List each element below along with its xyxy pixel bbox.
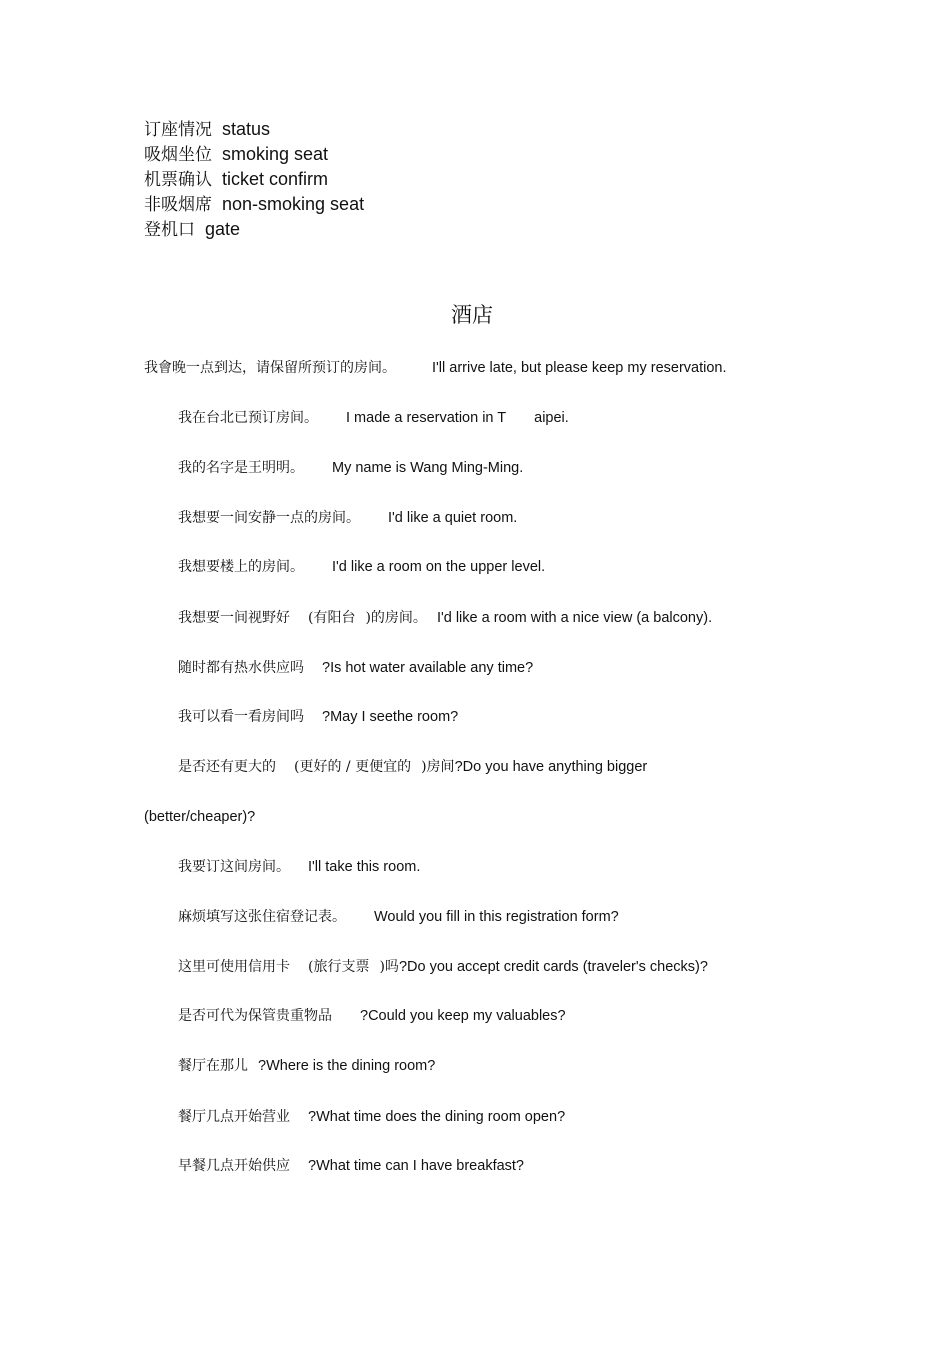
phrase-english-part: I made a reservation in T — [346, 410, 507, 426]
phrase-chinese: 我會晚一点到达，请保留所预订的房间。 — [144, 360, 396, 376]
phrase-english: Would you fill in this registration form? — [374, 909, 619, 925]
vocab-chinese: 机票确认 — [144, 170, 212, 190]
phrase-english-part: aipei. — [534, 410, 569, 426]
phrase-chinese-part: (有阳台 — [308, 610, 356, 626]
phrase-english: ?Could you keep my valuables? — [360, 1008, 566, 1024]
phrase-line — [178, 1156, 524, 1176]
phrase-chinese: 我想要一间安静一点的房间。 — [178, 510, 360, 526]
phrase-line — [178, 1107, 565, 1127]
vocab-english: non-smoking seat — [222, 194, 365, 214]
phrase-chinese-part: 是否还有更大的 — [178, 759, 276, 775]
phrase-chinese-part: )的房间。 — [365, 610, 427, 626]
phrase-line — [178, 707, 458, 727]
phrase-line — [178, 508, 517, 528]
phrase-chinese-part: (更好的 / 更便宜的 — [294, 759, 412, 775]
phrase-english: ?What time can I have breakfast? — [308, 1158, 524, 1174]
phrase-chinese-part: )房间 — [421, 759, 455, 775]
phrase-line — [178, 408, 569, 428]
phrase-english: I'd like a quiet room. — [388, 510, 518, 526]
phrase-line — [178, 857, 420, 877]
phrase-chinese: 早餐几点开始供应 — [178, 1158, 290, 1174]
phrase-english: ?May I seethe room? — [322, 709, 459, 725]
phrase-english: ?What time does the dining room open? — [308, 1109, 566, 1125]
phrase-chinese: 餐厅几点开始营业 — [178, 1109, 290, 1125]
phrase-english: My name is Wang Ming-Ming. — [332, 460, 524, 476]
phrase-chinese-part: 这里可使用信用卡 — [178, 959, 290, 975]
phrase-chinese-part: (旅行支票 — [308, 959, 370, 975]
phrase-english: ?Is hot water available any time? — [322, 660, 534, 676]
phrase-line — [178, 757, 647, 777]
phrase-line — [144, 358, 727, 378]
vocab-chinese: 登机口 — [144, 220, 195, 240]
vocab-english: status — [222, 119, 271, 139]
phrase-english: I'd like a room on the upper level. — [332, 559, 546, 575]
phrase-chinese: 我可以看一看房间吗 — [178, 709, 304, 725]
vocab-chinese: 订座情况 — [144, 120, 212, 140]
phrase-english: ?Do you accept credit cards (traveler's checks)? — [398, 959, 708, 975]
phrase-line — [178, 608, 712, 628]
phrase-chinese: 我的名字是王明明。 — [178, 460, 304, 476]
vocab-chinese: 非吸烟席 — [144, 195, 212, 215]
phrase-line — [178, 557, 545, 577]
phrase-english: ?Do you have anything bigger — [454, 759, 648, 775]
section-title: 酒店 — [451, 303, 493, 327]
phrase-english: I'll arrive late, but please keep my reservation. — [432, 360, 727, 376]
phrase-line — [178, 658, 533, 678]
phrase-chinese: 是否可代为保管贵重物品 — [178, 1008, 332, 1024]
phrase-line — [178, 458, 523, 478]
phrase-line — [178, 907, 619, 927]
vocab-english: smoking seat — [222, 144, 329, 164]
phrase-english: I'd like a room with a nice view (a balcony). — [436, 610, 713, 626]
phrase-english: I'll take this room. — [308, 859, 421, 875]
vocab-english: ticket confirm — [222, 169, 329, 189]
phrase-chinese: 餐厅在那儿 — [178, 1058, 248, 1074]
phrase-chinese: 我想要楼上的房间。 — [178, 559, 304, 575]
phrase-english: ?Where is the dining room? — [258, 1058, 436, 1074]
phrase-chinese: 随时都有热水供应吗 — [178, 660, 304, 676]
phrase-chinese-part: 我想要一间视野好 — [178, 610, 290, 626]
phrase-chinese: 麻烦填写这张住宿登记表。 — [178, 909, 346, 925]
phrase-line — [144, 807, 255, 827]
phrase-line — [178, 1056, 435, 1076]
phrase-chinese: 我要订这间房间。 — [178, 859, 290, 875]
vocab-english: gate — [205, 219, 241, 239]
phrase-line — [178, 957, 708, 977]
phrase-chinese-part: )吗 — [379, 959, 399, 975]
vocab-chinese: 吸烟坐位 — [144, 145, 212, 165]
phrase-line — [178, 1006, 566, 1026]
phrase-chinese: 我在台北已预订房间。 — [178, 410, 318, 426]
phrase-english-continued: (better/cheaper)? — [144, 809, 256, 825]
